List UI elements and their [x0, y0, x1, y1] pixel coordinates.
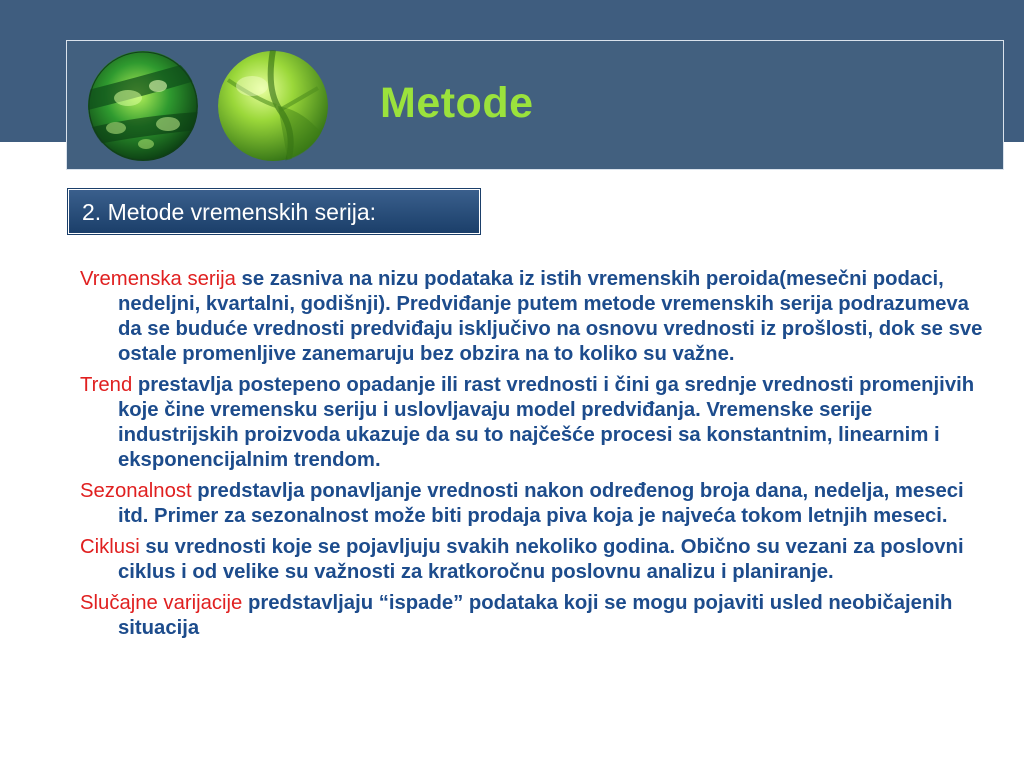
section-heading-box — [68, 189, 480, 234]
paragraph-text: predstavljaju “ispade” podataka koji se mogu pojaviti usled neobičajenih situacija — [118, 592, 953, 639]
term-highlight: Vremenska serija — [80, 268, 236, 290]
page-title: Metode — [380, 79, 534, 127]
paragraph-text: su vrednosti koje se pojavljuju svakih nekoliko godina. Obično su vezani za poslovni ciklus i od velike su važnosti za kratkoročnu poslovnu analizu i planiranje. — [118, 536, 964, 583]
term-highlight: Slučajne varijacije — [80, 592, 243, 614]
term-highlight: Trend — [80, 374, 133, 396]
paragraph-seasonality — [80, 479, 990, 529]
section-heading: 2. Metode vremenskih serija: — [82, 198, 377, 225]
leaf-drops-image — [88, 50, 198, 162]
leaf-closeup-image — [218, 50, 328, 162]
paragraph-random-variations — [80, 591, 990, 641]
header-panel — [66, 40, 1004, 170]
term-highlight: Ciklusi — [80, 536, 140, 558]
paragraph-text: predstavlja ponavljanje vrednosti nakon određenog broja dana, nedelja, meseci itd. Primer za sezonalnost može biti prodaja piva koja je najveća tokom letnjih meseci. — [118, 480, 964, 527]
paragraph-time-series — [80, 267, 990, 367]
body-content — [80, 267, 990, 647]
term-highlight: Sezonalnost — [80, 480, 192, 502]
paragraph-text: se zasniva na nizu podataka iz istih vremenskih peroida(mesečni podaci, nedeljni, kvartalni, godišnji). Predviđanje putem metode vremenskih serija podrazumeva da se buduće vrednosti predviđaju isključivo na osnovu vrednosti iz prošlosti, dok se sve ostale promenljive zanemaruju bez obzira na to koliko su važne. — [118, 268, 983, 365]
paragraph-cycles — [80, 535, 990, 585]
paragraph-trend — [80, 373, 990, 473]
paragraph-text: prestavlja postepeno opadanje ili rast vrednosti i čini ga srednje vrednosti promenjivih koje čine vremensku seriju i uslovljavaju model predviđanja. Vremenske serije industrijskih proizvoda ukazuje da su to najčešće procesi sa konstantnim, linearnim i eksponencijalnim trendom. — [118, 374, 975, 471]
